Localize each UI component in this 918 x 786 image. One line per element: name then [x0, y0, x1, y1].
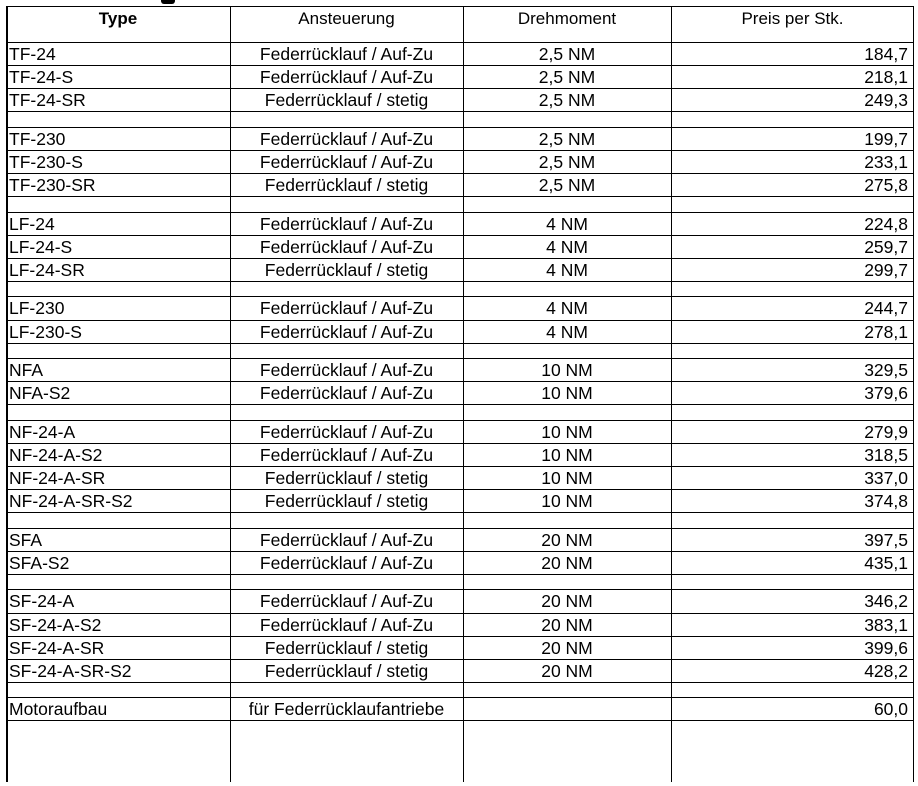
cell-ansteuerung: Federrücklauf / Auf-Zu: [259, 321, 434, 342]
cell-ansteuerung: Federrücklauf / Auf-Zu: [259, 67, 434, 88]
cell-drehmoment: 2,5 NM: [538, 128, 596, 149]
cell-drehmoment: 2,5 NM: [538, 175, 596, 195]
cell-ansteuerung: Federrücklauf / stetig: [264, 660, 429, 681]
cell-drehmoment: 10 NM: [541, 360, 593, 381]
cell-type: SFA: [9, 529, 43, 550]
cell-drehmoment: 4 NM: [546, 236, 588, 257]
cell-type: SF-24-A: [9, 591, 75, 612]
cell-type: NF-24-A-SR-S2: [9, 491, 133, 512]
cell-drehmoment: 4 NM: [546, 213, 588, 234]
cell-drehmoment: 2,5 NM: [538, 67, 596, 88]
cell-ansteuerung: Federrücklauf / stetig: [264, 468, 429, 488]
cell-type: NFA-S2: [9, 383, 71, 404]
cell-drehmoment: 4 NM: [546, 321, 588, 342]
row-border: [6, 489, 914, 490]
cell-ansteuerung: Federrücklauf / Auf-Zu: [259, 44, 434, 64]
row-border: [6, 111, 914, 112]
row-border: [6, 720, 914, 721]
row-border: [6, 281, 914, 282]
row-border: [6, 150, 914, 151]
row-border: [6, 196, 914, 197]
cell-preis: 435,1: [864, 552, 908, 573]
spacer-row-border: [6, 358, 914, 359]
row-border: [6, 512, 914, 513]
cell-preis: 199,7: [864, 128, 908, 149]
cell-preis: 329,5: [864, 360, 908, 381]
cell-ansteuerung: Federrücklauf / stetig: [264, 90, 429, 111]
cell-type: LF-24-S: [9, 236, 73, 257]
cell-drehmoment: 20 NM: [541, 591, 593, 612]
cell-ansteuerung: Federrücklauf / Auf-Zu: [259, 552, 434, 573]
spacer-row-border: [6, 528, 914, 529]
cell-type: SF-24-A-SR: [9, 637, 105, 658]
cell-type: SF-24-A-S2: [9, 614, 102, 635]
cell-drehmoment: 2,5 NM: [538, 44, 596, 64]
cell-preis: 397,5: [864, 529, 908, 550]
cell-preis: 60,0: [873, 699, 908, 720]
top-edge-artifact: [161, 0, 175, 4]
row-border: [6, 636, 914, 637]
cell-ansteuerung: Federrücklauf / stetig: [264, 637, 429, 658]
row-border: [6, 235, 914, 236]
cell-preis: 346,2: [864, 591, 908, 612]
cell-preis: 259,7: [864, 236, 908, 257]
cell-type: LF-24: [9, 213, 55, 234]
cell-preis: 374,8: [864, 491, 908, 512]
cell-ansteuerung: Federrücklauf / stetig: [264, 259, 429, 280]
cell-drehmoment: 10 NM: [541, 491, 593, 512]
cell-preis: 279,9: [864, 421, 908, 442]
price-table: [6, 0, 914, 782]
cell-preis: 318,5: [864, 444, 908, 465]
column-divider: [230, 6, 231, 782]
header-bottom-border: [6, 42, 914, 43]
row-border: [6, 65, 914, 66]
cell-preis: 249,3: [864, 90, 908, 111]
row-border: [6, 551, 914, 552]
cell-preis: 278,1: [864, 321, 908, 342]
cell-type: LF-24-SR: [9, 259, 85, 280]
cell-drehmoment: 2,5 NM: [538, 90, 596, 111]
cell-ansteuerung: Federrücklauf / Auf-Zu: [259, 421, 434, 442]
cell-type: NF-24-A: [9, 421, 76, 442]
cell-ansteuerung: Federrücklauf / Auf-Zu: [259, 128, 434, 149]
cell-type: Motoraufbau: [9, 699, 108, 720]
row-border: [6, 443, 914, 444]
cell-ansteuerung: Federrücklauf / Auf-Zu: [259, 360, 434, 381]
header-drehmoment: Drehmoment: [517, 9, 617, 28]
cell-ansteuerung: Federrücklauf / Auf-Zu: [259, 151, 434, 172]
header-type: Type: [98, 9, 138, 28]
row-border: [6, 258, 914, 259]
cell-ansteuerung: Federrücklauf / Auf-Zu: [259, 444, 434, 465]
row-border: [6, 613, 914, 614]
cell-ansteuerung: Federrücklauf / stetig: [264, 175, 429, 195]
cell-preis: 233,1: [864, 151, 908, 172]
cell-drehmoment: 20 NM: [541, 660, 593, 681]
header-preis: Preis per Stk.: [741, 9, 844, 28]
cell-drehmoment: 10 NM: [541, 421, 593, 442]
cell-drehmoment: 10 NM: [541, 383, 593, 404]
cell-ansteuerung: Federrücklauf / Auf-Zu: [259, 236, 434, 257]
spacer-row-border: [6, 420, 914, 421]
table-right-border: [913, 6, 914, 782]
column-divider: [463, 6, 464, 782]
cell-ansteuerung: Federrücklauf / Auf-Zu: [259, 614, 434, 635]
cell-type: LF-230-S: [9, 321, 82, 342]
cell-preis: 399,6: [864, 637, 908, 658]
cell-ansteuerung: Federrücklauf / Auf-Zu: [259, 591, 434, 612]
cell-type: TF-230: [9, 128, 66, 149]
cell-preis: 379,6: [864, 383, 908, 404]
cell-preis: 383,1: [864, 614, 908, 635]
cell-type: LF-230: [9, 298, 65, 319]
cell-preis: 244,7: [864, 298, 908, 319]
cell-drehmoment: 10 NM: [541, 468, 593, 488]
cell-drehmoment: 4 NM: [546, 259, 588, 280]
cell-preis: 218,1: [864, 67, 908, 88]
spacer-row-border: [6, 296, 914, 297]
spacer-row-border: [6, 127, 914, 128]
cell-ansteuerung: Federrücklauf / stetig: [264, 491, 429, 512]
cell-preis: 337,0: [864, 468, 908, 488]
cell-drehmoment: 20 NM: [541, 614, 593, 635]
cell-type: SF-24-A-SR-S2: [9, 660, 132, 681]
table-left-border: [6, 6, 8, 782]
cell-preis: 275,8: [864, 175, 908, 195]
cell-type: TF-24-S: [9, 67, 74, 88]
cell-ansteuerung: Federrücklauf / Auf-Zu: [259, 213, 434, 234]
cell-ansteuerung: Federrücklauf / Auf-Zu: [259, 529, 434, 550]
row-border: [6, 682, 914, 683]
column-divider: [671, 6, 672, 782]
cell-type: TF-24: [9, 44, 56, 64]
cell-drehmoment: 2,5 NM: [538, 151, 596, 172]
spacer-row-border: [6, 697, 914, 698]
header-top-border: [6, 6, 914, 7]
cell-preis: 428,2: [864, 660, 908, 681]
cell-type: TF-24-SR: [9, 90, 86, 111]
spacer-row-border: [6, 212, 914, 213]
row-border: [6, 574, 914, 575]
cell-drehmoment: 20 NM: [541, 637, 593, 658]
row-border: [6, 381, 914, 382]
cell-preis: 224,8: [864, 213, 908, 234]
row-border: [6, 320, 914, 321]
cell-preis: 184,7: [864, 44, 908, 64]
row-border: [6, 404, 914, 405]
row-border: [6, 659, 914, 660]
cell-drehmoment: 10 NM: [541, 444, 593, 465]
row-border: [6, 466, 914, 467]
row-border: [6, 88, 914, 89]
cell-ansteuerung: Federrücklauf / Auf-Zu: [259, 383, 434, 404]
cell-drehmoment: 20 NM: [541, 552, 593, 573]
cell-type: NFA: [9, 360, 44, 381]
row-border: [6, 173, 914, 174]
cell-type: NF-24-A-SR: [9, 468, 106, 488]
cell-type: TF-230-SR: [9, 175, 96, 195]
spacer-row-border: [6, 589, 914, 590]
cell-type: TF-230-S: [9, 151, 83, 172]
cell-type: SFA-S2: [9, 552, 70, 573]
cell-drehmoment: 20 NM: [541, 529, 593, 550]
cell-ansteuerung: Federrücklauf / Auf-Zu: [259, 298, 434, 319]
cell-ansteuerung: für Federrücklaufantriebe: [248, 699, 445, 720]
header-ansteuerung: Ansteuerung: [298, 9, 395, 28]
row-border: [6, 343, 914, 344]
cell-drehmoment: 4 NM: [546, 298, 588, 319]
cell-type: NF-24-A-S2: [9, 444, 103, 465]
cell-preis: 299,7: [864, 259, 908, 280]
